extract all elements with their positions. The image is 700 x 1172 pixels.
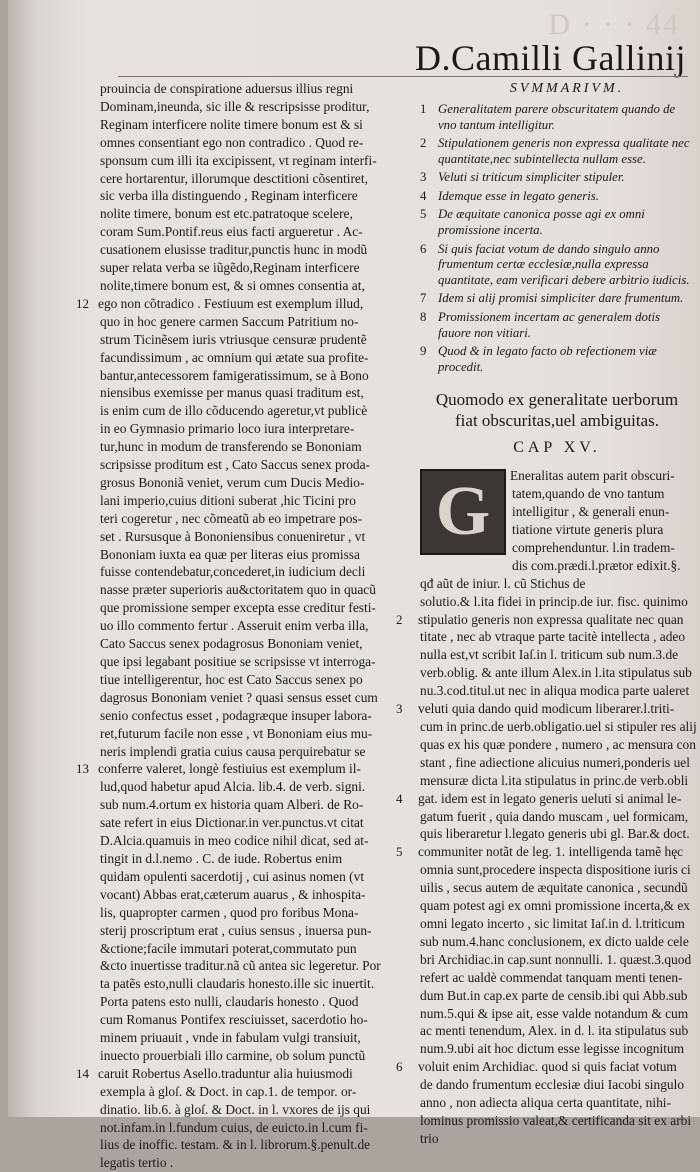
line-text: Cato Saccus senex podagrosus Bononiam veniet, [100,636,363,652]
text-line [100,402,416,420]
text-line [100,546,416,564]
chapter-lines [396,593,697,1148]
text-line [100,635,416,653]
summarium-item-text: Generalitatem parere obscuritatem quando de vno tantum intelligitur. [438,101,676,132]
text-line [100,599,416,617]
text-line [100,957,416,975]
line-text: ac menti tenendum, Alex. in d. l. ita stipulatus sub [420,1023,689,1039]
text-line [100,1047,416,1065]
line-text: dis com.prædi.l.prætor edixit.§. [512,557,681,573]
text-line [100,528,416,546]
line-text: verb.oblig. & ante illum Alex.in l.ita stipulatus sub [420,665,692,681]
text-line [100,187,416,205]
summarium-item-text: Quod & in legato facto ob refectionem viæ procedit. [438,344,657,374]
line-text: quidam opulenti sacerdotij , cui asinus nomen (vt [100,868,365,884]
summarium-item-text: Stipulationem generis non expressa qualitate nec quantitate,nec subintellecta nullam esse. [438,136,690,166]
text-line [420,575,694,593]
text-line [100,832,416,850]
line-text: comprehenduntur. l.in tradem- [512,539,675,555]
summarium-item [420,291,694,307]
text-line [100,241,416,259]
line-text: coram Sum.Pontif.reus eius facti argueretur . Ac- [100,224,363,240]
chapter-number: CAP XV. [513,439,601,457]
line-text: quas ex his quæ pondere , numero , ac mensura con [420,736,696,752]
text-line [100,277,416,295]
line-text: omnes consentiant ego non contradico . Quod re- [100,134,364,150]
line-text: super relata verba se iũgẽdo,Reginam interficere [100,260,360,276]
summarium-item-number: 1 [420,101,427,116]
marginal-number: 14 [76,1065,89,1081]
text-line [100,1136,416,1154]
text-line [420,987,694,1005]
summarium-item [420,207,694,238]
line-text: sate refert in eius Dictionar.in ver.punctus.vt citat [100,815,364,831]
summarium-item-number: 3 [420,170,427,185]
line-text: lani imperio,cuius ditioni suberat ,hic Ticini pro [100,492,356,508]
initial-letter: G [435,473,491,551]
text-line [420,915,694,933]
line-text: lud,quod habetur apud Alcia. lib.4. de verb. signi. [100,779,366,795]
marginal-number: 2 [396,611,403,627]
text-line [420,1005,694,1023]
marginal-number: 3 [396,701,403,717]
text-line [420,664,694,682]
running-header: D.Camilli Gallinij [415,38,686,78]
text-line [100,581,416,599]
text-line [396,1058,694,1076]
line-text: intelligitur , & generali enun- [512,504,670,520]
line-text: D.Alcia.quamuis in meo codice nihil dicat, sed at- [100,833,369,849]
text-line [420,933,694,951]
line-text: sub num.4.ortum ex historia quam Alberi. de Ro- [100,797,364,813]
line-text: inuecto prouerbiali illo carmine, ob solum punctũ [100,1047,366,1063]
text-line [396,611,694,629]
summarium-item-number: 9 [420,344,427,359]
text-line [100,205,416,223]
line-text: tiue intelligerentur, hoc est Cato Saccus senex po [100,671,363,687]
text-line [420,1076,694,1094]
decorated-initial [420,469,506,555]
text-line [100,850,416,868]
text-line [100,1154,416,1172]
text-line [420,879,694,897]
bleed-through-text: D · · · 44 [548,8,680,41]
header-rule [118,76,688,77]
text-line [396,700,694,718]
text-line [100,922,416,940]
text-line [100,1011,416,1029]
text-line [76,760,416,778]
text-line [100,993,416,1011]
text-line [100,617,416,635]
summarium-item-text: Idemque esse in legato generis. [438,188,599,203]
line-text: quam potest agi ex omni promissione incerta,& ex [420,898,690,914]
line-text: mensuræ dicta l.ita stipulatus in princ.de verb.obli [420,772,689,788]
line-text: Reginam interficere nolite timere bonum est & si [100,116,363,132]
line-text: sponsum cum illi ita excipissent, vt reginam interfi- [100,152,377,168]
text-line [100,134,416,152]
line-text: stipulatio generis non expressa qualitate nec quan [418,611,684,627]
text-line [420,754,694,772]
text-line [100,886,416,904]
text-line [100,313,416,331]
marginal-number: 6 [396,1059,403,1075]
text-line [100,116,416,134]
line-text: nolite,timere bonum est, & si omnes consentia at, [100,277,365,293]
line-text: tiatione virtute generis plura [512,522,664,538]
summarium-item-text: Idem si alij promisi simpliciter dare frumentum. [438,291,684,306]
line-text: sub num.4.hanc conclusionem, ex dicto ualde cele [420,933,689,949]
text-line [100,778,416,796]
summarium-item-text: De æquitate canonica posse agi ex omni promissione incerta. [438,207,645,238]
line-text: gatum fuerit , quia dando muscam , uel formicam, [420,808,689,824]
line-text: set . Rursusque à Bononiensibus conueniretur , vt [100,528,366,544]
text-line [100,331,416,349]
summarium-item [420,170,694,186]
text-line [100,223,416,241]
text-line [420,1040,694,1058]
line-text: lis, quapropter carmen , quod pro foribus Mona- [100,904,359,920]
line-text: gat. idem est in legato generis ueluti si animal le- [418,790,682,806]
summarium-item [420,242,694,289]
line-text: nulla est,vt scribit Iaſ.in l. triticum sub num.3.de [420,647,679,663]
text-line [76,1065,416,1083]
line-text: num.9.ubi ait hoc dictum esse legisse incognitum [420,1041,685,1057]
line-text: trio [420,1130,439,1146]
line-text: sterij proscriptum erat , cuius sensus , inuersa pun- [100,922,372,938]
text-line [100,725,416,743]
summarium-item-number: 8 [420,310,427,325]
chapter-title-line-1: Quomodo ex generalitate uerborum [435,390,679,410]
summarium-item-text: Si quis faciat votum de dando singulo anno frumentum certæ ecclesiæ,nulla expressa quantitate, eam verificari debere arbitrio iudicis. [438,241,690,287]
text-line [100,689,416,707]
text-line [420,1130,694,1148]
line-text: vocant) Abbas erat,cæterum auarus , & inhospita- [100,886,366,902]
line-text: nu.3.cod.titul.ut nec in aliqua modica parte ualeret [420,683,690,699]
line-text: &ctione;facile immutari poterat,commutato pun [100,940,357,956]
line-text: num.5.qui & ipse ait, esse valde notandum & cum [420,1005,689,1021]
summarium-item [420,136,694,167]
left-column [76,80,416,1172]
text-line [100,671,416,689]
line-text: ta patẽs esto,nulli claudaris honesto.ille sic inuertit. [100,976,375,992]
text-line [420,772,694,790]
text-line [100,420,416,438]
line-text: is enim cum de illo cõducendo ageretur,vt publicè [100,403,368,419]
summarium-item [420,310,694,341]
line-text: Porta patens esto nulli, claudaris honesto . Quod [100,994,359,1010]
line-text: Bononiam iuxta ea quæ per literas eius promissa [100,546,360,562]
right-column [396,80,697,1148]
line-text: tur,hunc in modum de transferendo se Bononiam [100,439,362,455]
summarium-item-number: 6 [420,241,427,256]
text-line [420,969,694,987]
summarium-item-number: 2 [420,136,427,151]
marginal-number: 12 [76,295,89,311]
line-text: dinatio. lib.6. à gloſ. & Doct. in l. vxores de ijs qui [100,1101,371,1117]
text-line [100,456,416,474]
book-page [8,0,700,1171]
marginal-number: 13 [76,761,89,777]
line-text: quis liberaretur l.legato generis ubi gl. Bar.& doct. [420,826,690,842]
line-text: cum Romanus Pontifex resciuisset, sacerdotio ho- [100,1012,368,1028]
text-line [420,1112,694,1130]
line-text: tingit in d.l.nemo . C. de iude. Robertus enim [100,850,343,866]
line-text: omnia sunt,procedere inspecta dispositione iuris ci [420,862,691,878]
marginal-number: 5 [396,844,403,860]
text-line [420,1094,694,1112]
line-text: communiter notãt de leg. 1. intelligenda tamẽ hęc [418,844,684,860]
text-line [100,492,416,510]
text-line [100,1101,416,1119]
line-text: bantur,antecessorem famigeratissimum, se à Bono [100,367,369,383]
line-text: dum But.in cap.ex parte de censib.ibi qui Abb.sub [420,987,688,1003]
line-text: nolite timere, bonum est etc.patratoque scelere, [100,206,353,222]
line-text: grosus Bononiã veniet, verum cum Ducis Medio- [100,474,365,490]
text-line [100,367,416,385]
text-line [100,510,416,528]
line-text: conferre valeret, longè festiuius est exemplum il- [98,761,361,777]
text-line [100,743,416,761]
line-text: voluit enim Archidiac. quod si quis faciat votum [418,1059,677,1075]
line-text: &cto inuertisse traditur.nã cũ antea sic legeretur. Por [100,958,381,974]
text-line [100,975,416,993]
text-line [420,682,694,700]
line-text: exempla à gloſ. & Doct. in cap.1. de tempor. or- [100,1083,357,1099]
text-line [100,474,416,492]
line-text: tatem,quando de vno tantum [512,486,665,502]
line-text: lius de inoffic. testam. & in l. librorum.§.penult.de [100,1137,371,1153]
line-text: que promissione semper excepta esse creditur festi- [100,600,376,616]
line-text: que ipsi legabant positiue se scripsisse vt interroga- [100,654,376,669]
line-text: quo in hoc genere carmen Saccum Patritium no- [100,313,359,329]
text-line [420,718,697,736]
text-line [100,940,416,958]
summarium-item [420,344,694,375]
line-text: bri Archidiac.in cap.sunt nonnulli. 1. quæst.3.quod [420,951,692,967]
line-text: teri cogeretur , nec cõmeatũ ab eo impetrare pos- [100,510,363,526]
chapter-title [420,389,694,431]
summarium-item [420,189,694,205]
line-text: solutio.& l.ita fidei in princip.de iur. fisc. quinimo [420,593,688,609]
line-text: neris implendi gratia cuius causa perquirebatur se [100,743,366,759]
line-text: cusationem elusisse traditur,punctis hunc in modũ [100,242,368,258]
summarium-item-text: Promissionem incertam ac generalem dotis fauore non vitiari. [438,310,661,340]
text-line [420,808,694,826]
line-text: prouincia de conspiratione aduersus illius regni [100,81,354,96]
text-line [420,593,694,611]
line-text: caruit Robertus Asello.traduntur alia huiusmodi [98,1065,353,1081]
text-line [420,628,694,646]
text-line [420,897,694,915]
line-text: facundissimum , ac omnium qui ætate sua profite- [100,349,369,365]
text-line [420,861,694,879]
line-text: cere hortarentur, illorumque desctitioni cõsentiret, [100,170,368,186]
text-line [100,563,416,581]
text-line [420,557,694,575]
line-text: scripsisse proditum est , Cato Saccus senex proda- [100,457,370,473]
line-text: dagrosus Bononiam veniet ? quasi sensus esset cum [100,689,378,705]
line-text: uo illo commento fertur . Asseruit enim verba illa, [100,618,369,634]
line-text: not.infam.in l.fundum cuius, de euicto.in l.cum fi- [100,1119,368,1135]
text-line [396,790,694,808]
text-line [100,868,416,886]
text-line [420,951,694,969]
text-line [420,825,694,843]
line-text: strum Ticinẽsem iuris vtriusque censuræ prudentẽ [100,331,367,347]
line-text: de dando frumentum ecclesiæ diui Iacobi singulo [420,1077,685,1093]
line-text: uilis , secus autem de æquitate canonica , secundũ [420,880,688,896]
line-text: nasse præter superioris au&ctoritatem quo in quacũ [100,582,376,598]
line-text: niensibus exemisse per manus quasi traditum est, [100,385,364,401]
text-line [100,349,416,367]
text-line [100,80,416,98]
text-line [420,1022,694,1040]
line-text: Dominam,ineunda, sic ille & rescripsisse proditur, [100,98,370,114]
line-text: Eneralitas autem parit obscuri- [510,468,675,484]
line-text: cum in princ.de uerb.obligatio.uel si stipuler res alij [420,719,697,734]
line-text: anno , non adiecta aliqua certa quantitate, nihi- [420,1095,671,1111]
text-line [100,1119,416,1137]
line-text: in eo Gymnasio primario loco iura interpretare- [100,421,355,437]
line-text: qđ aũt de iniur. l. cũ Stichus de [420,575,586,591]
text-line [100,384,416,402]
line-text: fuisse contendebatur,concederet,in iudicium decli [100,564,366,580]
text-line [100,653,416,671]
text-line [100,707,416,725]
line-text: ret,futurum facile non esse , vt Bononiam eius mu- [100,725,373,741]
text-line [100,904,416,922]
line-text: legatis tertio . [100,1155,174,1171]
line-text: titate , nec ab vtraque parte tacitè intellecta , adeo [420,629,686,645]
line-text: minem priuauit , vnde in fabulam vulgi transiuit, [100,1030,361,1046]
line-text: refert ac ualdè commendat tanquam menti tenen- [420,969,683,985]
text-line [76,295,416,313]
text-line [100,796,416,814]
text-line [100,814,416,832]
line-text: veluti quia dando quid modicum liberarer.l.triti- [418,701,675,717]
chapter-body [396,467,697,1147]
summarium-item-text: Veluti si triticum simpliciter stipuler. [438,170,625,185]
text-line [396,843,694,861]
line-text: ego non cõtradico . Festiuum est exemplum illud, [98,295,364,311]
summarium-item-number: 5 [420,207,427,222]
line-text: lominus promissio valeat,& certificanda sit ex arbi [420,1112,692,1128]
line-text: sic verba illa distinguendo , Reginam interficere [100,188,358,204]
line-text: omni legato incerto , sic limitat Iaſ.in d. l.triticum [420,915,685,931]
summarium-title: SVMMARIVM. [509,81,625,96]
summarium-list [420,102,694,376]
line-text: senio confectus esset , podagræque insuper labora- [100,707,372,723]
text-line [100,259,416,277]
text-line [420,736,694,754]
text-line [420,646,694,664]
text-line [100,1029,416,1047]
marginal-number: 4 [396,790,403,806]
line-text: stant , fine adiectione alicuius numeri,ponderis uel [420,754,690,770]
text-line [100,152,416,170]
text-line [100,170,416,188]
summarium-item [420,102,694,133]
text-line [100,438,416,456]
text-line [100,98,416,116]
summarium-item-number: 4 [420,188,427,203]
text-line [100,1083,416,1101]
chapter-title-line-2: fiat obscuritas,uel ambiguitas. [455,411,659,431]
summarium-item-number: 7 [420,291,427,306]
